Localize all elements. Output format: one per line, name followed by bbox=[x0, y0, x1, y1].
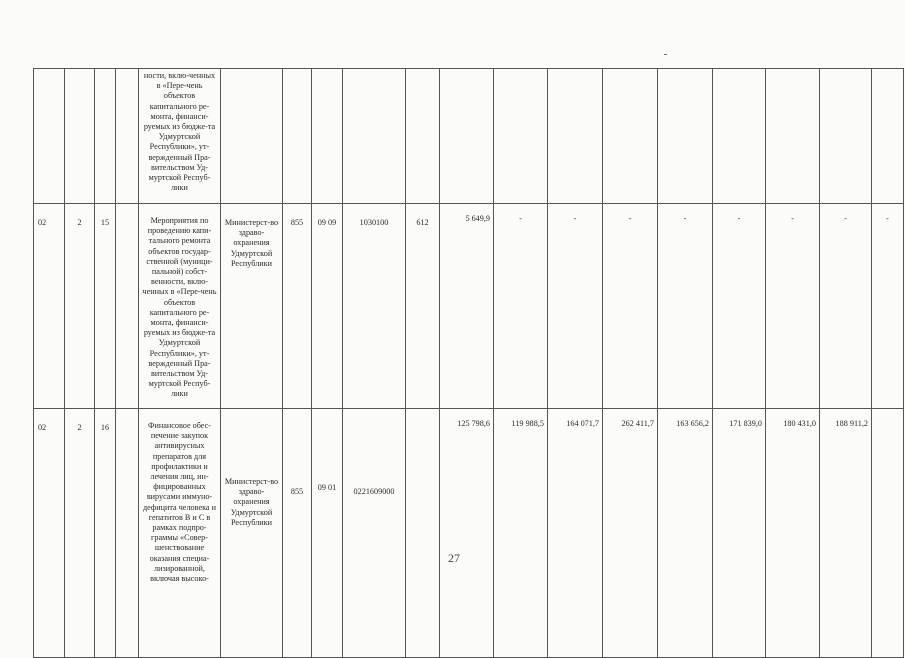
measure-name: ности, вклю-ченных в «Пере-чень объектов капитального ре-монта, финанси-руемых из бюдже-та Удмуртской Республики», ут-вержденный Пра-вительством Уд-муртской Респуб-лики bbox=[139, 69, 221, 204]
value-cell: 5 649,9 bbox=[440, 204, 494, 409]
value-cell: 125 798,6 bbox=[440, 409, 494, 658]
value-cell: - bbox=[820, 204, 872, 409]
code-submeasure bbox=[116, 204, 139, 409]
value-cell: 188 911,2 bbox=[820, 409, 872, 658]
csr-code: 1030100 bbox=[343, 204, 406, 409]
value-cell: - bbox=[872, 204, 904, 409]
vr-code bbox=[406, 409, 440, 658]
value-cell: - bbox=[494, 204, 548, 409]
vr-code bbox=[406, 69, 440, 204]
value-cell: 262 411,7 bbox=[603, 409, 658, 658]
vr-code: 612 bbox=[406, 204, 440, 409]
code-measure: 16 bbox=[95, 409, 116, 658]
value-cell: 171 839,0 bbox=[713, 409, 766, 658]
value-cell bbox=[603, 69, 658, 204]
csr-code bbox=[343, 69, 406, 204]
value-cell bbox=[713, 69, 766, 204]
value-cell: - bbox=[658, 204, 713, 409]
value-cell bbox=[440, 69, 494, 204]
scan-mark bbox=[664, 54, 667, 55]
grbs-code bbox=[283, 69, 312, 204]
value-cell: - bbox=[548, 204, 603, 409]
code-subprogram: 2 bbox=[65, 409, 95, 658]
value-cell: 119 988,5 bbox=[494, 409, 548, 658]
table-row bbox=[34, 204, 904, 409]
responsible-executor: Министерст-во здраво-охранения Удмуртской Республики bbox=[221, 204, 283, 409]
code-submeasure bbox=[116, 409, 139, 658]
value-cell bbox=[820, 69, 872, 204]
code-subprogram bbox=[65, 69, 95, 204]
table-row bbox=[34, 409, 904, 658]
grbs-code: 855 bbox=[283, 204, 312, 409]
responsible-executor: Министерст-во здраво-охранения Удмуртской Республики bbox=[221, 409, 283, 658]
code-program bbox=[34, 69, 65, 204]
code-submeasure bbox=[116, 69, 139, 204]
value-cell: - bbox=[603, 204, 658, 409]
code-program: 02 bbox=[34, 204, 65, 409]
value-cell bbox=[872, 69, 904, 204]
measure-name: Финансовое обес-печение закупок антивирусных препаратов для профилактики и лечения лиц, ин-фицированных вирусами иммуно-дефицита человека и гепатитов В и С в рамках подпро-граммы «Совер-шенствование оказания специа-лизированной, включая высоко- bbox=[139, 409, 221, 658]
budget-table bbox=[33, 68, 904, 658]
value-cell: 163 656,2 bbox=[658, 409, 713, 658]
code-measure: 15 bbox=[95, 204, 116, 409]
csr-code: 0221609000 bbox=[343, 409, 406, 658]
value-cell: - bbox=[766, 204, 820, 409]
rzpr-code: 09 09 bbox=[312, 204, 343, 409]
value-cell bbox=[658, 69, 713, 204]
value-cell: - bbox=[713, 204, 766, 409]
responsible-executor bbox=[221, 69, 283, 204]
value-cell bbox=[766, 69, 820, 204]
table-row bbox=[34, 69, 904, 204]
code-subprogram: 2 bbox=[65, 204, 95, 409]
code-program: 02 bbox=[34, 409, 65, 658]
page-number: 27 bbox=[448, 551, 460, 565]
value-cell bbox=[872, 409, 904, 658]
value-cell: 180 431,0 bbox=[766, 409, 820, 658]
value-cell bbox=[548, 69, 603, 204]
rzpr-code: 09 01 bbox=[312, 409, 343, 658]
value-cell bbox=[494, 69, 548, 204]
code-measure bbox=[95, 69, 116, 204]
grbs-code: 855 bbox=[283, 409, 312, 658]
measure-name: Мероприятия по проведению капи-тального ремонта объектов государ-ственной (муници-пальной) собст-венности, вклю-ченных в «Пере-чень объектов капитального ре-монта, финанси-руемых из бюдже-та Удмуртской Республики», ут-вержденный Пра-вительством Уд-муртской Респуб-лики bbox=[139, 204, 221, 409]
value-cell: 164 071,7 bbox=[548, 409, 603, 658]
rzpr-code bbox=[312, 69, 343, 204]
